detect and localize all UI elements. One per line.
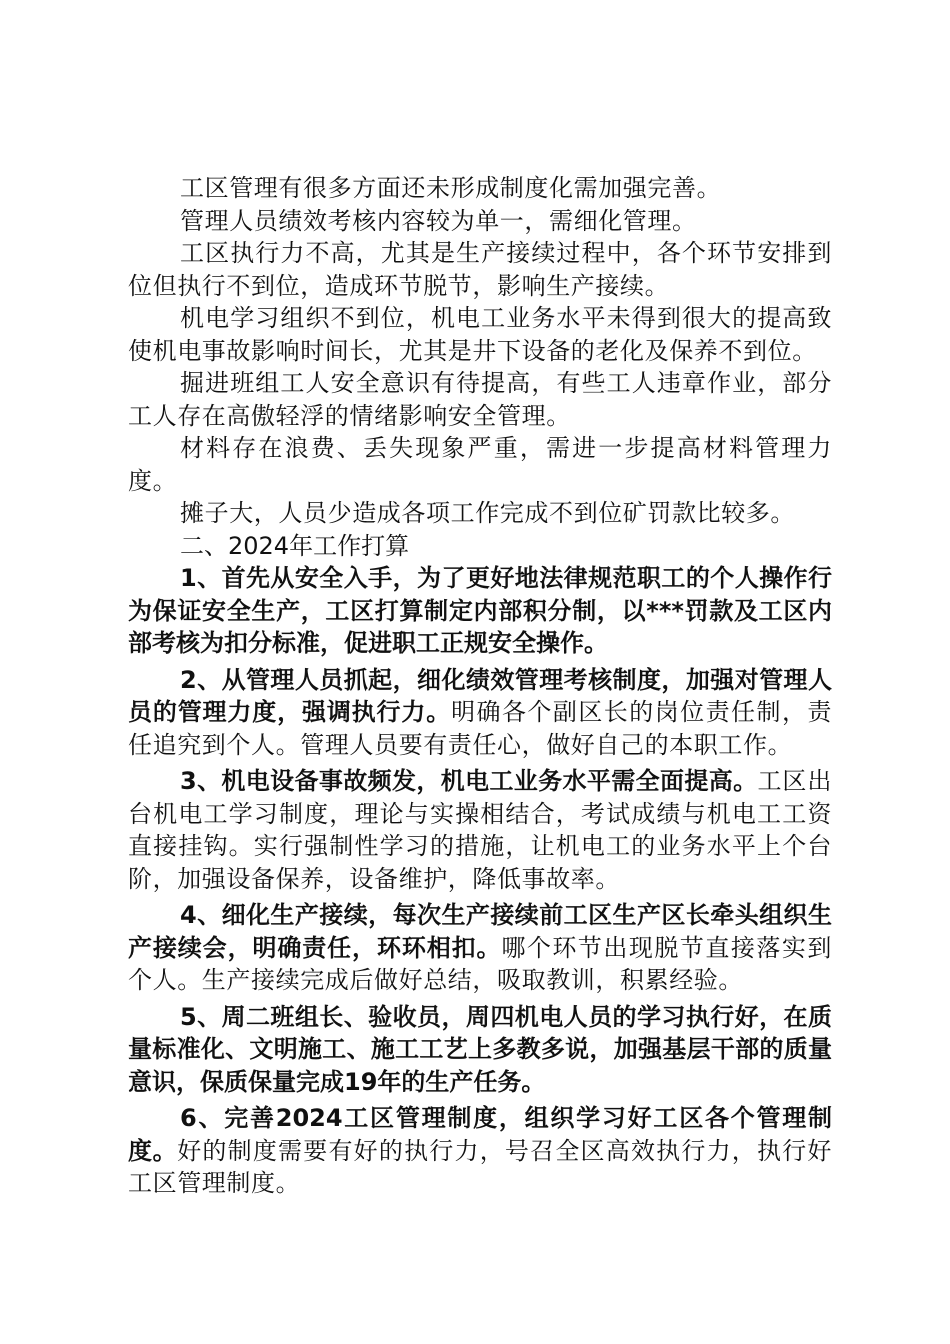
- section-heading: 二、2024年工作打算: [180, 531, 410, 560]
- paragraph-3: 工区执行力不高，尤其是生产接续过程中，各个环节安排到位但执行不到位，造成环节脱节，影响生产接续。: [128, 239, 832, 300]
- plan-item-5-lead: 5、周二班组长、验收员，周四机电人员的学习执行好，在质量标准化、文明施工、施工工艺上多教多说，加强基层干部的质量意识，保质保量完成19年的生产任务。: [128, 1002, 832, 1096]
- plan-item-3: [128, 765, 832, 895]
- plan-item-4-lead: 4、细化生产接续，每次生产接续前工区生产区长牵头组织生产接续会，明确责任，环环相扣。: [128, 901, 832, 962]
- plan-item-1-lead: 1、首先从安全入手，为了更好地法律规范职工的个人操作行为保证安全生产，工区打算制定内部积分制，以***罚款及工区内部考核为扣分标准，促进职工正规安全操作。: [128, 564, 832, 657]
- paragraph-2: 管理人员绩效考核内容较为单一，需细化管理。: [180, 206, 697, 235]
- plan-item-3-lead: 3、机电设备事故频发，机电工业务水平需全面提高。: [180, 767, 758, 795]
- plan-item-4: [128, 899, 832, 997]
- document-body: [128, 172, 832, 1200]
- plan-item-5: [128, 1001, 832, 1099]
- plan-item-4-rest: 哪个环节出现脱节直接落实到个人。生产接续完成后做好总结，吸取教训，积累经验。: [128, 933, 832, 994]
- plan-item-6: [128, 1102, 832, 1200]
- plan-item-1: [128, 562, 832, 660]
- plan-item-6-lead: 6、完善2024工区管理制度，组织学习好工区各个管理制度。: [128, 1104, 832, 1165]
- plan-item-2: [128, 664, 832, 762]
- plan-item-3-rest: 工区出台机电工学习制度，理论与实操相结合，考试成绩与机电工工资直接挂钩。实行强制性学习的措施，让机电工的业务水平上个台阶，加强设备保养，设备维护，降低事故率。: [128, 767, 832, 893]
- plan-item-2-lead: 2、从管理人员抓起，细化绩效管理考核制度，加强对管理人员的管理力度，强调执行力。: [128, 665, 832, 726]
- paragraph-4: 机电学习组织不到位，机电工业务水平未得到很大的提高致使机电事故影响时间长，尤其是井下设备的老化及保养不到位。: [128, 304, 832, 365]
- paragraph-5: 掘进班组工人安全意识有待提高，有些工人违章作业，部分工人存在高傲轻浮的情绪影响安全管理。: [128, 369, 832, 430]
- paragraph-6: 材料存在浪费、丢失现象严重，需进一步提高材料管理力度。: [128, 434, 832, 495]
- paragraph-7: 摊子大，人员少造成各项工作完成不到位矿罚款比较多。: [180, 499, 795, 527]
- paragraph-1: 工区管理有很多方面还未形成制度化需加强完善。: [180, 174, 722, 202]
- plan-item-2-rest: 明确各个副区长的岗位责任制，责任追究到个人。管理人员要有责任心，做好自己的本职工作。: [128, 698, 833, 759]
- plan-item-6-rest: 好的制度需要有好的执行力，号召全区高效执行力，执行好工区管理制度。: [128, 1136, 832, 1197]
